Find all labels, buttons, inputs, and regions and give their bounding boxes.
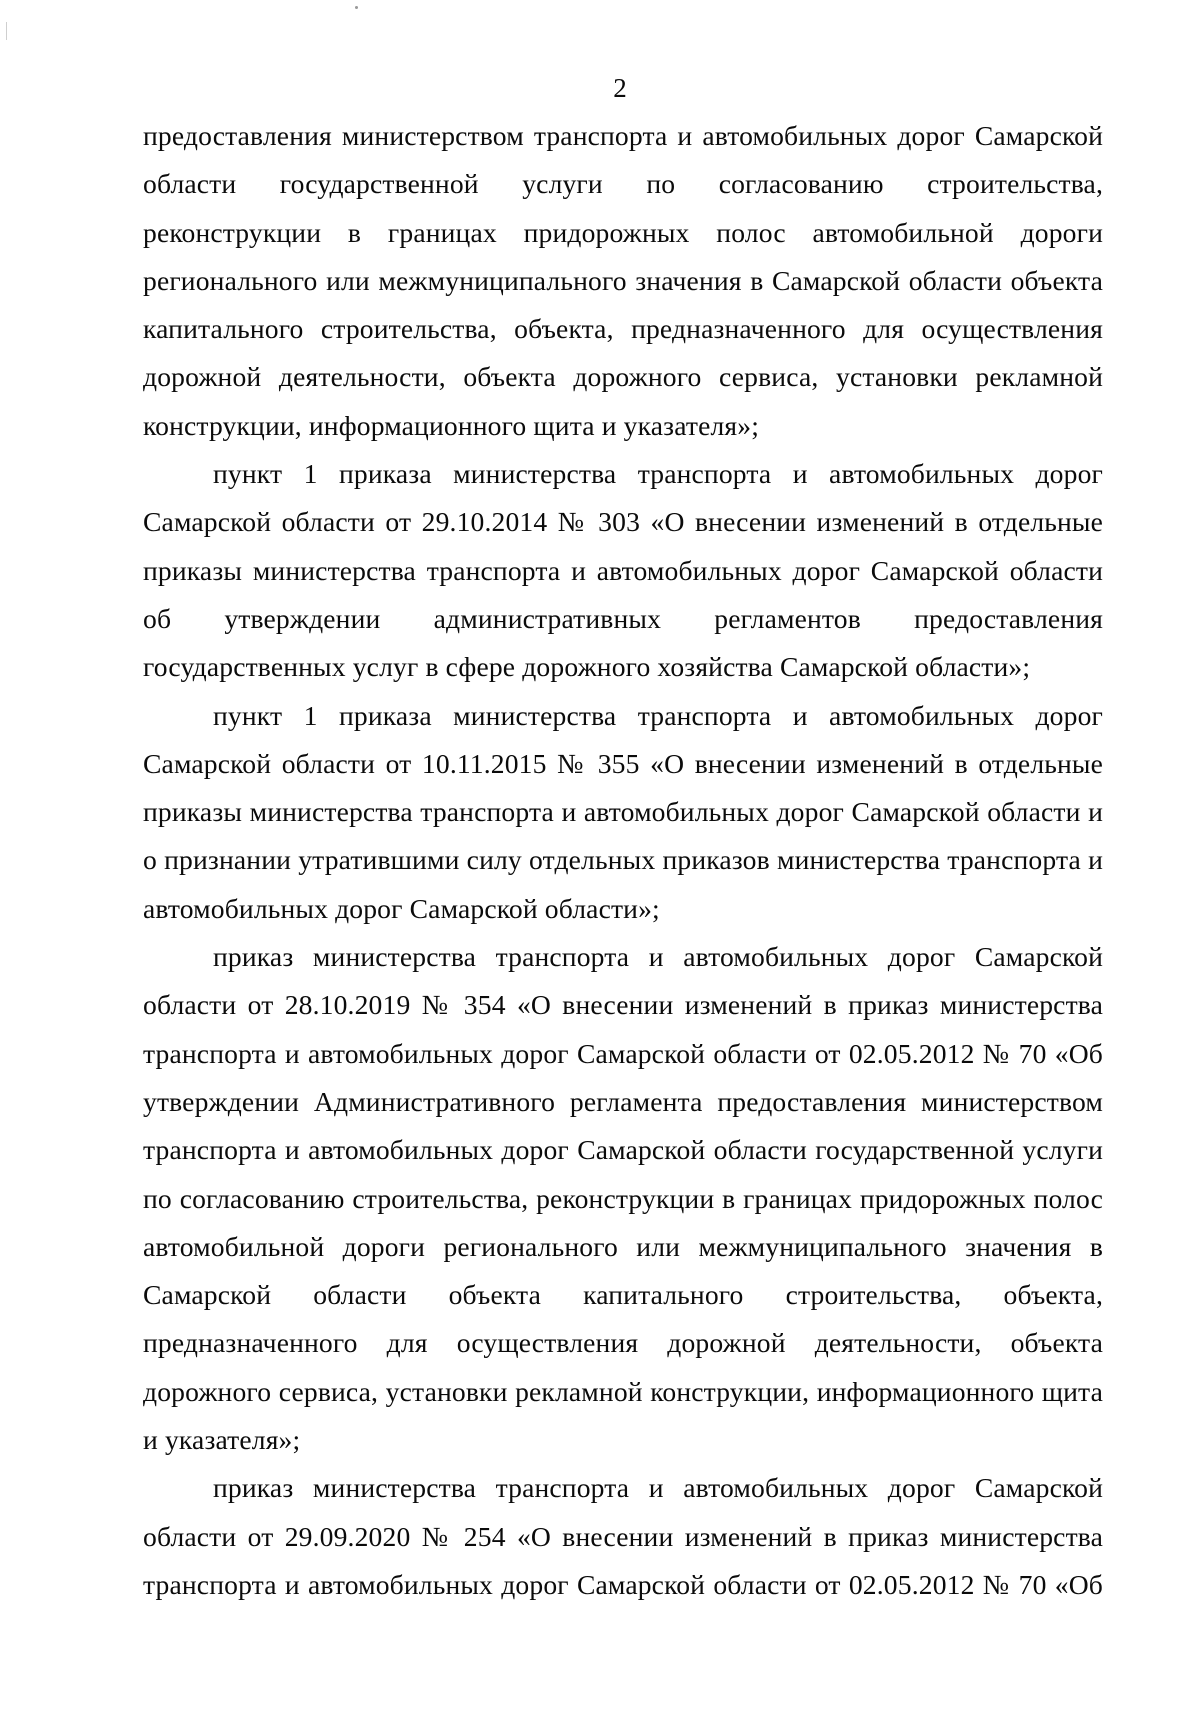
paragraph-item: приказ министерства транспорта и автомобильных дорог Самарской области от 28.10.2019 № 354 «О внесении изменений в приказ министерства транспорта и автомобильных дорог Самарской области от 02.05.2012 № 70 «Об утверждении Административного регламента предоставления министерством транспорта и автомобильных дорог Самарской области государственной услуги по согласованию строительства, реконструкции в границах придорожных полос автомобильной дороги регионального или межмуниципального значения в Самарской области объекта капитального строительства, объекта, предназначенного для осуществления дорожной деятельности, объекта дорожного сервиса, установки рекламной конструкции, информационного щита и указателя»;: [143, 941, 1103, 1456]
paragraph-continuation: предоставления министерством транспорта и автомобильных дорог Самарской области государственной услуги по согласованию строительства, реконструкции в границах придорожных полос автомобильной дороги регионального или межмуниципального значения в Самарской области объекта капитального строительства, объекта, предназначенного для осуществления дорожной деятельности, объекта дорожного сервиса, установки рекламной конструкции, информационного щита и указателя»;: [143, 120, 1103, 441]
paragraph-item: пункт 1 приказа министерства транспорта и автомобильных дорог Самарской области от 10.11.2015 № 355 «О внесении изменений в отдельные приказы министерства транспорта и автомобильных дорог Самарской области и о признании утратившими силу отдельных приказов министерства транспорта и автомобильных дорог Самарской области»;: [143, 699, 1103, 924]
document-body: [143, 112, 1103, 1609]
paragraph-item: пункт 1 приказа министерства транспорта и автомобильных дорог Самарской области от 29.10.2014 № 303 «О внесении изменений в отдельные приказы министерства транспорта и автомобильных дорог Самарской области об утверждении административных регламентов предоставления государственных услуг в сфере дорожного хозяйства Самарской области»;: [143, 458, 1103, 683]
scan-edge-mark: [6, 22, 7, 40]
scan-speck: [355, 6, 358, 9]
paragraph-item: приказ министерства транспорта и автомобильных дорог Самарской области от 29.09.2020 № 254 «О внесении изменений в приказ министерства транспорта и автомобильных дорог Самарской области от 02.05.2012 № 70 «Об: [143, 1472, 1103, 1600]
page-number: 2: [613, 73, 627, 103]
